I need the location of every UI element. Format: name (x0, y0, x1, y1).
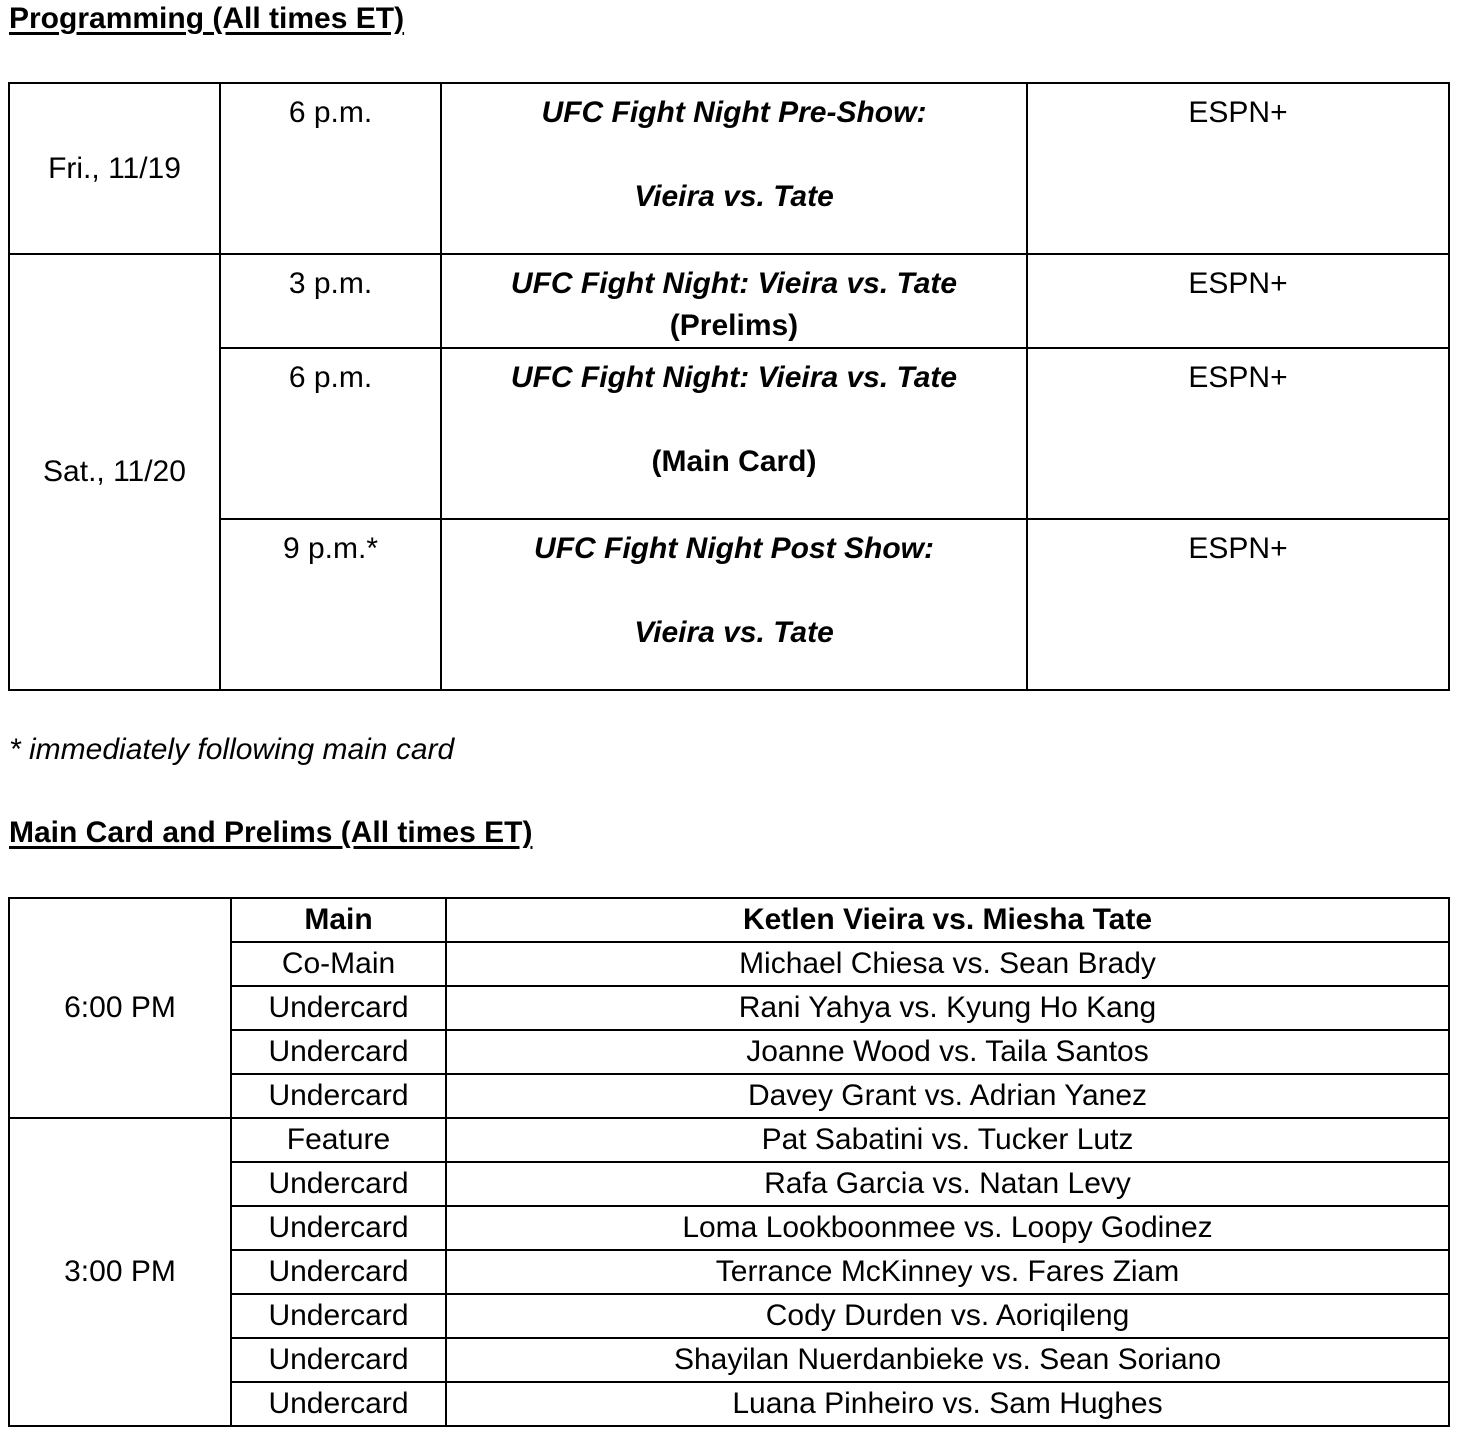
show-title-line2: Vieira vs. Tate (634, 180, 834, 213)
bout-matchup-cell: Joanne Wood vs. Taila Santos (446, 1030, 1449, 1074)
show-title-line2: Vieira vs. Tate (634, 616, 834, 649)
show-title-line1: UFC Fight Night: Vieira vs. Tate (510, 361, 958, 394)
bout-matchup-cell: Pat Sabatini vs. Tucker Lutz (446, 1118, 1449, 1162)
programming-row (9, 254, 1449, 348)
bout-position-cell: Feature (231, 1118, 446, 1162)
bout-matchup-cell: Ketlen Vieira vs. Miesha Tate (446, 898, 1449, 942)
bout-position-cell: Undercard (231, 1206, 446, 1250)
bout-position-cell: Undercard (231, 1294, 446, 1338)
bout-matchup-cell: Terrance McKinney vs. Fares Ziam (446, 1250, 1449, 1294)
bout-position-cell: Undercard (231, 1030, 446, 1074)
bout-row (9, 1118, 1449, 1162)
footnote: * immediately following main card (9, 733, 455, 766)
programming-row (9, 348, 1449, 519)
programming-row (9, 83, 1449, 254)
show-title-line1: UFC Fight Night Post Show: (534, 532, 934, 565)
bout-position-cell: Co-Main (231, 942, 446, 986)
programming-heading: Programming (All times ET) (9, 2, 405, 35)
day-cell: Sat., 11/20 (9, 254, 220, 690)
block-time-cell: 6:00 PM (9, 898, 231, 1118)
bout-matchup-cell: Loma Lookboonmee vs. Loopy Godinez (446, 1206, 1449, 1250)
day-cell: Fri., 11/19 (9, 83, 220, 254)
show-title-cell (441, 348, 1027, 519)
show-title-line2: (Prelims) (669, 309, 799, 342)
bout-position-cell: Undercard (231, 1250, 446, 1294)
fight-card-table (8, 897, 1450, 1427)
time-cell: 9 p.m.* (220, 519, 441, 690)
bout-position-cell: Undercard (231, 1338, 446, 1382)
bout-row (9, 898, 1449, 942)
network-cell: ESPN+ (1027, 519, 1449, 690)
bout-position-cell: Main (231, 898, 446, 942)
show-title-line2: (Main Card) (651, 445, 817, 478)
time-cell: 6 p.m. (220, 83, 441, 254)
programming-row (9, 519, 1449, 690)
show-title-cell (441, 254, 1027, 348)
bout-matchup-cell: Michael Chiesa vs. Sean Brady (446, 942, 1449, 986)
block-time-cell: 3:00 PM (9, 1118, 231, 1426)
time-cell: 6 p.m. (220, 348, 441, 519)
show-title-line1: UFC Fight Night Pre-Show: (541, 96, 927, 129)
bout-matchup-cell: Shayilan Nuerdanbieke vs. Sean Soriano (446, 1338, 1449, 1382)
bout-matchup-cell: Davey Grant vs. Adrian Yanez (446, 1074, 1449, 1118)
bout-matchup-cell: Rani Yahya vs. Kyung Ho Kang (446, 986, 1449, 1030)
bout-position-cell: Undercard (231, 986, 446, 1030)
show-title-line1: UFC Fight Night: Vieira vs. Tate (510, 267, 958, 300)
bout-matchup-cell: Cody Durden vs. Aoriqileng (446, 1294, 1449, 1338)
bout-position-cell: Undercard (231, 1162, 446, 1206)
time-cell: 3 p.m. (220, 254, 441, 348)
network-cell: ESPN+ (1027, 254, 1449, 348)
show-title-cell (441, 83, 1027, 254)
bout-position-cell: Undercard (231, 1382, 446, 1426)
bout-matchup-cell: Luana Pinheiro vs. Sam Hughes (446, 1382, 1449, 1426)
programming-table (8, 82, 1450, 691)
show-title-cell (441, 519, 1027, 690)
network-cell: ESPN+ (1027, 83, 1449, 254)
network-cell: ESPN+ (1027, 348, 1449, 519)
fight-card-heading: Main Card and Prelims (All times ET) (9, 816, 533, 849)
bout-matchup-cell: Rafa Garcia vs. Natan Levy (446, 1162, 1449, 1206)
bout-position-cell: Undercard (231, 1074, 446, 1118)
